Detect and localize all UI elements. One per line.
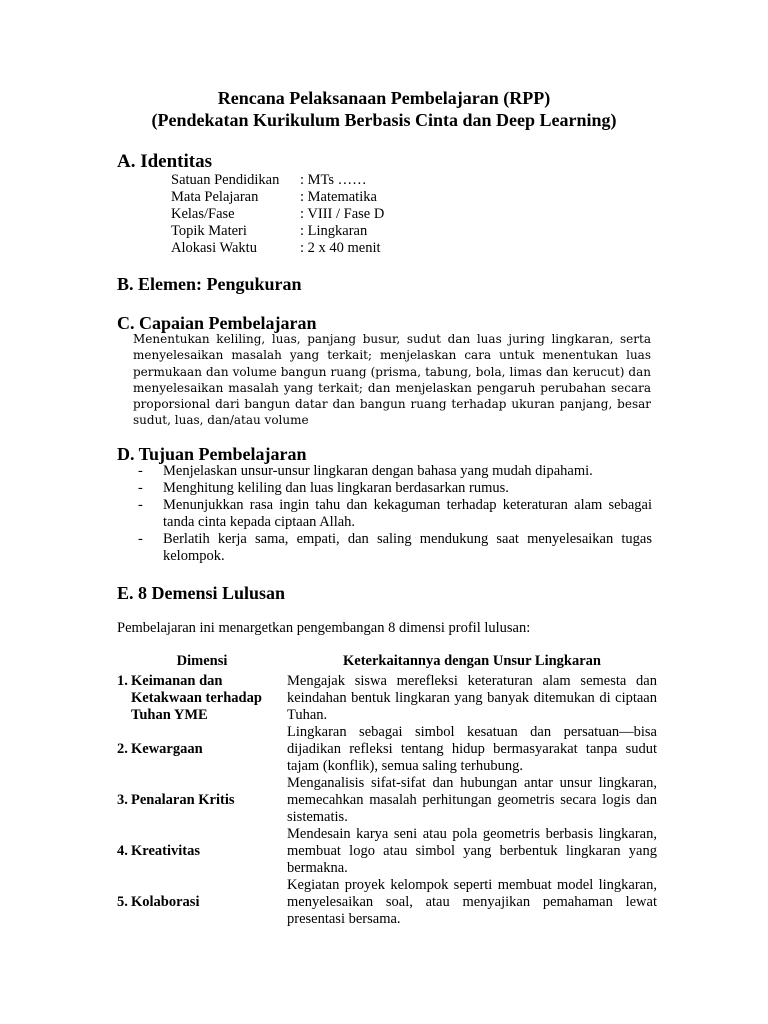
- list-item: - Berlatih kerja sama, empati, dan saling mendukung saat menyelesaikan tugas kelompok.: [138, 531, 652, 564]
- section-a-heading: A. Identitas: [117, 151, 213, 172]
- identity-value: : 2 x 40 menit: [300, 240, 381, 256]
- dimension-name: 2. Kewargaan: [117, 741, 203, 757]
- identity-row: [171, 240, 384, 257]
- document-subtitle: (Pendekatan Kurikulum Berbasis Cinta dan Deep Learning): [151, 110, 617, 130]
- learning-goals-list: [138, 463, 652, 565]
- table-row: [117, 673, 657, 724]
- identity-label: Satuan Pendidikan: [171, 172, 280, 188]
- identity-label: Topik Materi: [171, 223, 247, 239]
- learning-outcome-text: Menentukan keliling, luas, panjang busur, sudut dan luas juring lingkaran, serta menyelesaikan masalah yang terkait; menjelaskan cara untuk menentukan luas permukaan dan volume bangun ruang (prisma, tabung, bola, limas dan kerucut) dan menyelesaikan masalah yang terkait; dan menjelaskan pengaruh perubahan secara proporsional dari bangun datar dan bangun ruang terhadap ukuran panjang, besar sudut, luas, dan/atau volume: [133, 332, 651, 428]
- dimension-description: Mengajak siswa merefleksi keteraturan alam semesta dan keindahan bentuk lingkaran yang banyak ditemukan di ciptaan Tuhan.: [287, 673, 657, 723]
- goal-text: Menunjukkan rasa ingin tahu dan kekaguman terhadap keteraturan alam sebagai tanda cinta kepada ciptaan Allah.: [163, 497, 652, 530]
- identity-row: [171, 172, 384, 189]
- identity-value: : Lingkaran: [300, 223, 368, 239]
- dimension-name: 4. Kreativitas: [117, 843, 200, 859]
- column-header-dimensi: Dimensi: [176, 653, 228, 669]
- dimension-description: Mendesain karya seni atau pola geometris berbasis lingkaran, membuat logo atau simbol yang berbentuk lingkaran yang bermakna.: [287, 826, 657, 876]
- identity-list: [171, 172, 384, 257]
- dimension-description: Menganalisis sifat-sifat dan hubungan antar unsur lingkaran, memecahkan masalah perhitungan geometris secara logis dan sistematis.: [287, 775, 657, 825]
- list-item: - Menjelaskan unsur-unsur lingkaran dengan bahasa yang mudah dipahami.: [138, 463, 652, 480]
- dimension-name: 5. Kolaborasi: [117, 894, 200, 910]
- identity-row: [171, 223, 384, 240]
- section-e-heading: E. 8 Demensi Lulusan: [117, 583, 286, 603]
- identity-value: : Matematika: [300, 189, 377, 205]
- section-c-heading: C. Capaian Pembelajaran: [117, 313, 317, 333]
- column-header-keterkaitan: Keterkaitannya dengan Unsur Lingkaran: [343, 653, 601, 669]
- dimension-description: Lingkaran sebagai simbol kesatuan dan persatuan—bisa dijadikan refleksi tentang hidup bermasyarakat tanpa sudut tajam (konflik), semua saling terhubung.: [287, 724, 657, 774]
- identity-label: Alokasi Waktu: [171, 240, 257, 256]
- document-title: Rencana Pelaksanaan Pembelajaran (RPP): [217, 88, 551, 108]
- identity-value: : VIII / Fase D: [300, 206, 385, 222]
- table-row: [117, 826, 657, 877]
- dimension-description: Kegiatan proyek kelompok seperti membuat model lingkaran, menyelesaikan soal, atau menyajikan pemahaman lewat presentasi bersama.: [287, 877, 657, 927]
- dimension-name: 1. Keimanan dan Ketakwaan terhadap Tuhan YME: [117, 673, 262, 723]
- table-header-row: [117, 653, 657, 673]
- identity-label: Kelas/Fase: [171, 206, 235, 222]
- table-row: [117, 724, 657, 775]
- section-b-heading: B. Elemen: Pengukuran: [117, 274, 302, 294]
- goal-text: Menghitung keliling dan luas lingkaran berdasarkan rumus.: [163, 480, 509, 496]
- list-item: - Menunjukkan rasa ingin tahu dan kekaguman terhadap keteraturan alam sebagai tanda cinta kepada ciptaan Allah.: [138, 497, 652, 530]
- identity-value: : MTs ……: [300, 172, 367, 188]
- section-e-intro: Pembelajaran ini menargetkan pengembangan 8 dimensi profil lulusan:: [117, 620, 531, 636]
- goal-text: Menjelaskan unsur-unsur lingkaran dengan bahasa yang mudah dipahami.: [163, 463, 593, 479]
- goal-text: Berlatih kerja sama, empati, dan saling mendukung saat menyelesaikan tugas kelompok.: [163, 531, 652, 564]
- identity-row: [171, 189, 384, 206]
- dimension-table: [117, 653, 657, 928]
- table-row: [117, 877, 657, 928]
- table-row: [117, 775, 657, 826]
- dimension-name: 3. Penalaran Kritis: [117, 792, 235, 808]
- identity-row: [171, 206, 384, 223]
- list-item: - Menghitung keliling dan luas lingkaran berdasarkan rumus.: [138, 480, 652, 497]
- section-d-heading: D. Tujuan Pembelajaran: [117, 444, 307, 464]
- identity-label: Mata Pelajaran: [171, 189, 259, 205]
